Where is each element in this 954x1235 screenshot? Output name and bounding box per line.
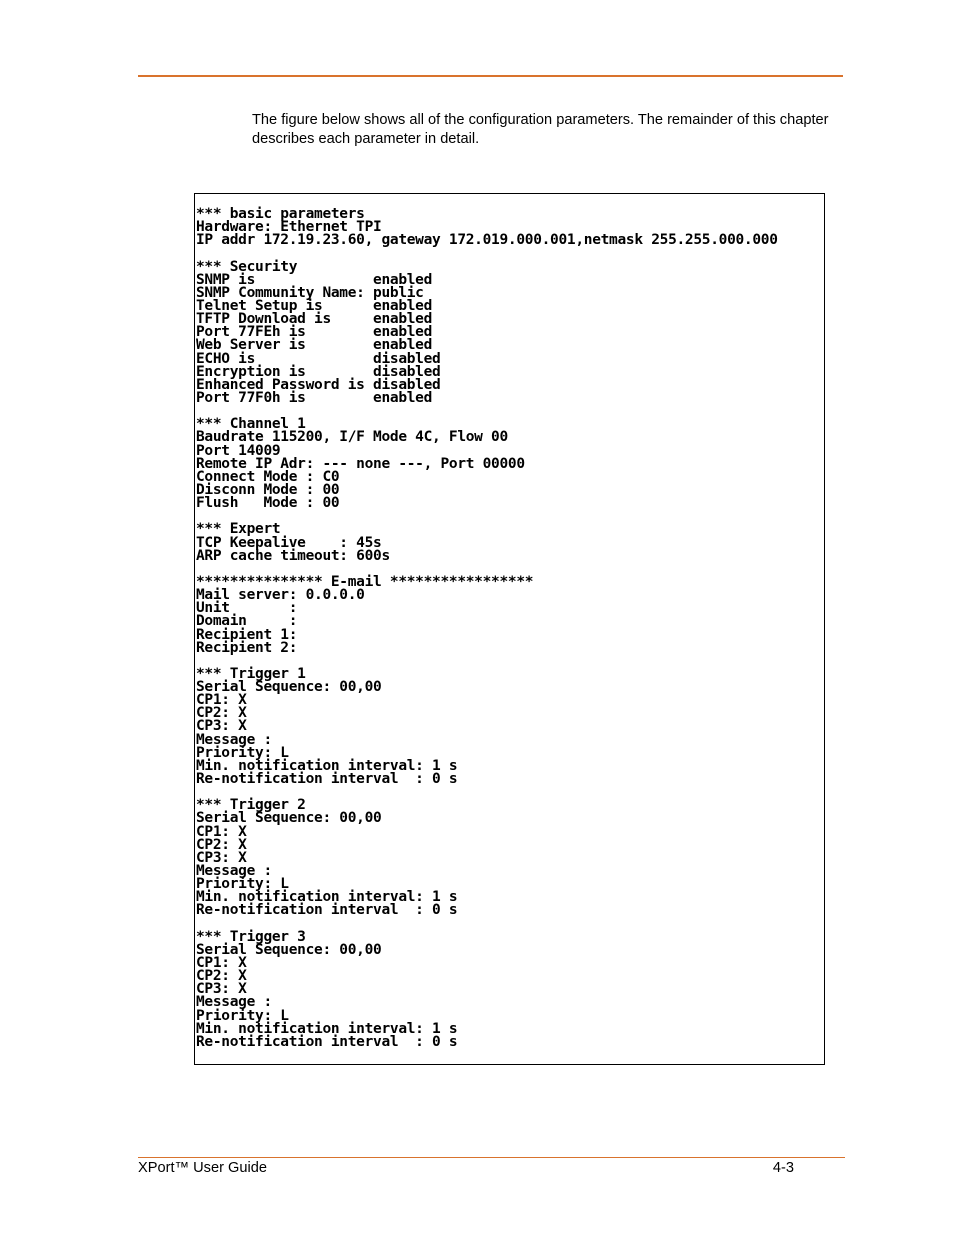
terminal-line: Web Server is enabled (196, 337, 433, 354)
terminal-line: Telnet Setup is enabled (196, 297, 433, 314)
terminal-line: Min. notification interval: 1 s (196, 889, 458, 906)
terminal-line: CP1: X (196, 692, 247, 709)
terminal-line: Port 14009 (196, 442, 281, 459)
terminal-line: CP1: X (196, 823, 247, 840)
terminal-line: Recipient 2: (196, 639, 298, 656)
terminal-line: SNMP is enabled (196, 271, 433, 288)
terminal-line: IP addr 172.19.23.60, gateway 172.019.000.001,netmask 255.255.000.000 (196, 232, 778, 249)
terminal-line: ARP cache timeout: 600s (196, 547, 390, 564)
terminal-line: Flush Mode : 00 (196, 495, 340, 512)
terminal-line: CP2: X (196, 968, 247, 985)
terminal-line: Port 77FEh is enabled (196, 324, 433, 341)
terminal-line: CP2: X (196, 836, 247, 853)
terminal-line: Enhanced Password is disabled (196, 376, 441, 393)
terminal-line: Message : (196, 731, 272, 748)
configuration-screenshot (194, 193, 825, 1065)
terminal-line: *************** E-mail ***************** (196, 573, 534, 590)
terminal-line: *** Trigger 3 (196, 928, 306, 945)
terminal-line: TCP Keepalive : 45s (196, 534, 382, 551)
terminal-line: Re-notification interval : 0 s (196, 771, 458, 788)
terminal-line: Message : (196, 994, 272, 1011)
terminal-line: Message : (196, 863, 272, 880)
terminal-line: CP3: X (196, 981, 247, 998)
terminal-line: Re-notification interval : 0 s (196, 1033, 458, 1050)
terminal-line: Unit : (196, 600, 298, 617)
terminal-line: *** Channel 1 (196, 416, 306, 433)
terminal-line: Encryption is disabled (196, 363, 441, 380)
header-rule (138, 75, 843, 77)
terminal-line: CP2: X (196, 705, 247, 722)
terminal-line: *** Expert (196, 521, 281, 538)
footer-title: XPort™ User Guide (138, 1160, 267, 1176)
terminal-line: *** Trigger 2 (196, 797, 306, 814)
terminal-line: Min. notification interval: 1 s (196, 1020, 458, 1037)
terminal-line: Priority: L (196, 876, 289, 893)
terminal-line: CP1: X (196, 955, 247, 972)
terminal-line: Min. notification interval: 1 s (196, 757, 458, 774)
terminal-line: SNMP Community Name: public (196, 284, 424, 301)
terminal-line: *** Security (196, 258, 298, 275)
terminal-line: TFTP Download is enabled (196, 311, 433, 328)
terminal-line: Serial Sequence: 00,00 (196, 810, 382, 827)
terminal-line: *** Trigger 1 (196, 665, 306, 682)
terminal-line: ECHO is disabled (196, 350, 441, 367)
terminal-line: CP3: X (196, 718, 247, 735)
terminal-line: Connect Mode : C0 (196, 468, 340, 485)
terminal-line: Priority: L (196, 1007, 289, 1024)
terminal-line: Priority: L (196, 744, 289, 761)
intro-paragraph: The figure below shows all of the configuration parameters. The remainder of this chapter describes each parameter in detail. (252, 112, 829, 147)
terminal-line: Recipient 1: (196, 626, 298, 643)
terminal-line: Serial Sequence: 00,00 (196, 941, 382, 958)
terminal-line: CP3: X (196, 849, 247, 866)
terminal-line: Port 77F0h is enabled (196, 389, 433, 406)
terminal-line: Mail server: 0.0.0.0 (196, 587, 365, 604)
footer-rule (138, 1157, 845, 1158)
terminal-line: Disconn Mode : 00 (196, 481, 340, 498)
terminal-line: Hardware: Ethernet TPI (196, 219, 382, 236)
terminal-line: Domain : (196, 613, 298, 630)
page-number: 4-3 (772, 1160, 794, 1176)
terminal-line: Remote IP Adr: --- none ---, Port 00000 (196, 455, 525, 472)
terminal-output (196, 208, 778, 1049)
terminal-line: Serial Sequence: 00,00 (196, 679, 382, 696)
terminal-line (196, 510, 778, 523)
terminal-line: Re-notification interval : 0 s (196, 902, 458, 919)
terminal-line: *** basic parameters (196, 206, 365, 222)
terminal-line: Baudrate 115200, I/F Mode 4C, Flow 00 (196, 429, 508, 446)
